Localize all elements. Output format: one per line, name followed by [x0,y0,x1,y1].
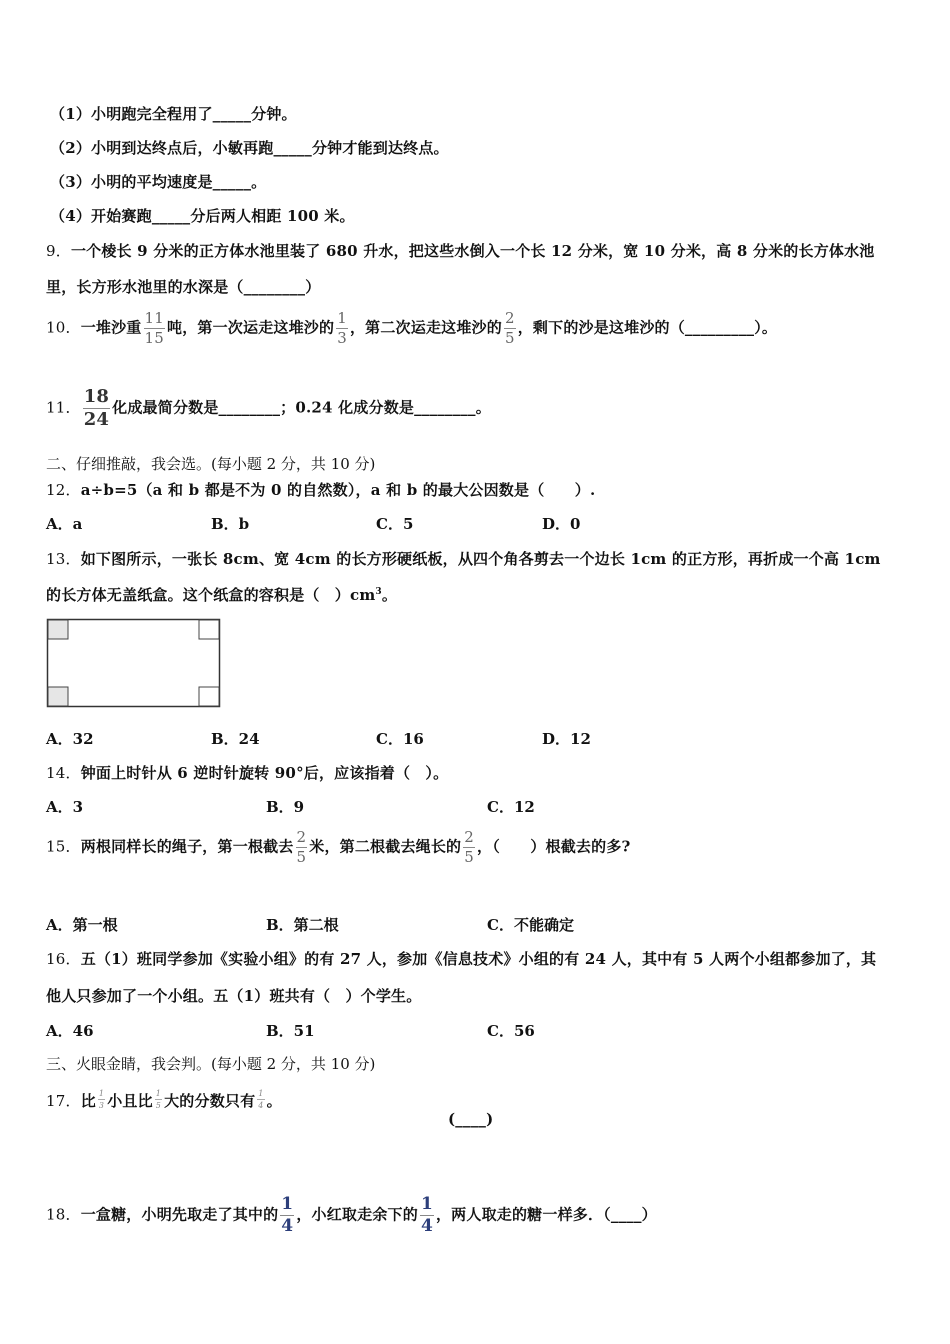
option-c[interactable]: C．5 [376,515,414,533]
question-text: 化成最简分数是________；0.24 化成分数是________。 [112,398,491,417]
corner-square-bottom-right [199,687,219,706]
corner-square-bottom-left [48,687,68,706]
section-2-heading: 二、仔细推敲，我会选。(每小题 2 分，共 10 分) [46,455,376,473]
question-13-line-2 [46,584,397,605]
question-text: 如下图所示，一张长 8cm、宽 4cm 的长方形硬纸板，从四个角各剪去一个边长 1cm 的正方形，再折成一个高 1cm [80,550,881,568]
option-b[interactable]: B．b [211,515,250,533]
question-text: 大的分数只有 [164,1092,256,1110]
question-text: 米，第二根截去绳长的 [309,837,462,856]
question-15 [46,830,631,865]
q8-part-3: （3）小明的平均速度是_____。 [50,173,267,191]
option-d[interactable]: D．0 [542,515,581,533]
question-10 [46,311,777,346]
question-12 [46,479,595,500]
question-text: 比 [80,1092,96,1110]
question-text: 的长方体无盖纸盒。这个纸盒的容积是（ ）cm [46,586,376,604]
question-text: a÷b=5（a 和 b 都是不为 0 的自然数），a 和 b 的最大公因数是（ ）. [80,481,596,499]
question-text: 钟面上时针从 6 逆时针旋转 90°后，应该指着（ ）。 [80,764,449,782]
option-c[interactable]: C．不能确定 [487,916,574,934]
option-d[interactable]: D．12 [542,730,591,748]
question-text: 一堆沙重 [80,318,142,337]
fraction: $\frac{2}{5}$ [296,828,307,866]
fraction: $\frac{1}{4}$ [258,1089,264,1110]
question-number: 16． [46,950,81,968]
question-number: 10． [46,318,81,337]
question-text: 一盒糖，小明先取走了其中的 [80,1205,279,1224]
question-9-line-2: 里，长方形水池里的水深是（________） [46,278,321,296]
question-11 [46,388,491,429]
fraction: $\frac{18}{24}$ [83,386,110,430]
option-a[interactable]: A．a [46,515,83,533]
q8-part-4: （4）开始赛跑_____分后两人相距 100 米。 [50,207,355,225]
cardboard-figure [46,618,222,710]
question-number: 18． [46,1205,81,1224]
corner-square-top-left [48,620,68,639]
option-b[interactable]: B．24 [211,730,260,748]
question-number: 12． [46,481,81,499]
option-b[interactable]: B．第二根 [266,916,339,934]
fraction: $\frac{2}{5}$ [504,309,515,347]
question-number: 13． [46,550,81,568]
fraction: $\frac{1}{4}$ [281,1194,294,1236]
question-text: 。 [381,586,398,604]
question-text: 吨，第一次运走这堆沙的 [167,318,335,337]
q8-part-2: （2）小明到达终点后，小敏再跑_____分钟才能到达终点。 [50,139,449,157]
question-text: ，第二次运走这堆沙的 [349,318,502,337]
question-text: ，两人取走的糖一样多．（____） [435,1205,657,1224]
question-14 [46,762,448,783]
question-number: 17． [46,1092,81,1110]
fraction: $\frac{2}{5}$ [464,828,475,866]
question-17 [46,1090,282,1111]
question-number: 15． [46,837,81,856]
question-number: 11． [46,398,81,417]
question-number: 14． [46,764,81,782]
option-c[interactable]: C．16 [376,730,424,748]
superscript: 3 [375,587,382,597]
question-text: ，小红取走余下的 [296,1205,418,1224]
option-c[interactable]: C．12 [487,798,535,816]
question-16-line-1 [46,948,876,969]
option-a[interactable]: A．3 [46,798,84,816]
section-3-heading: 三、火眼金睛，我会判。(每小题 2 分，共 10 分) [46,1055,376,1073]
fraction: $\frac{1}{5}$ [155,1089,162,1110]
question-18 [46,1196,657,1235]
question-text: 。 [266,1092,282,1110]
question-13-line-1 [46,548,881,569]
question-text: 两根同样长的绳子，第一根截去 [80,837,294,856]
option-c[interactable]: C．56 [487,1022,535,1040]
corner-square-top-right [199,620,219,639]
fraction: $\frac{1}{3}$ [337,309,347,347]
fraction: $\frac{11}{15}$ [144,309,164,347]
option-a[interactable]: A．46 [46,1022,94,1040]
question-number: 9． [46,242,71,260]
question-text: ，（ ）根截去的多? [477,837,631,856]
question-text: 五（1）班同学参加《实验小组》的有 27 人，参加《信息技术》小组的有 24 人，其中有 5 人两个小组都参加了，其 [80,950,877,968]
question-16-line-2: 他人只参加了一个小组。五（1）班共有（ ）个学生。 [46,987,422,1005]
answer-blank[interactable]: (____) [448,1110,494,1128]
option-b[interactable]: B．9 [266,798,305,816]
fraction: $\frac{1}{4}$ [420,1194,433,1236]
question-9-line-1 [46,240,875,261]
cardboard-outline [48,620,220,707]
option-b[interactable]: B．51 [266,1022,315,1040]
question-text: ，剩下的沙是这堆沙的（_________）。 [517,318,778,337]
question-text: 一个棱长 9 分米的正方体水池里装了 680 升水，把这些水倒入一个长 12 分米，宽 10 分米，高 8 分米的长方体水池 [70,242,875,260]
question-text: 小且比 [107,1092,153,1110]
fraction: $\frac{1}{3}$ [98,1089,105,1110]
option-a[interactable]: A．32 [46,730,94,748]
q8-part-1: （1）小明跑完全程用了_____分钟。 [50,105,297,123]
option-a[interactable]: A．第一根 [46,916,118,934]
